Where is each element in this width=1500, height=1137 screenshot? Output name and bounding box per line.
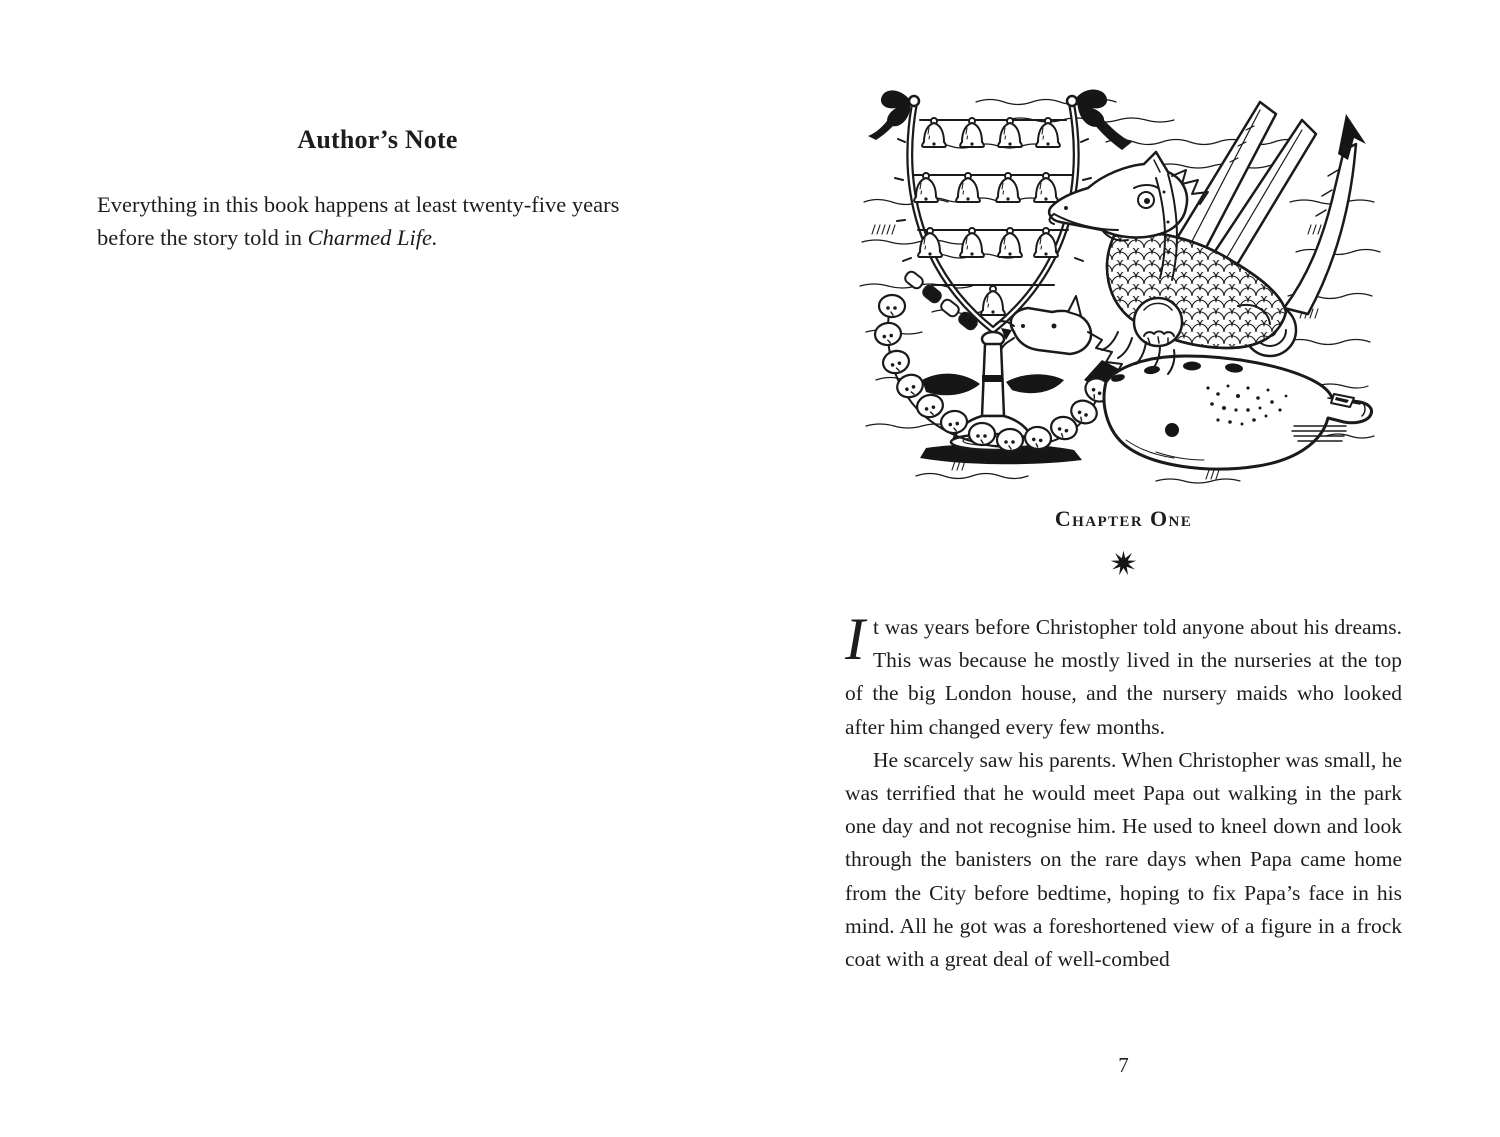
chapter-ornament [845,550,1402,577]
book-title-italic: Charmed Life. [307,225,438,250]
winged-dragon [1049,102,1366,356]
paragraph-1-text: t was years before Christopher told anyone about his dreams. This was because he mostly lived in the nurseries at the top of the big London house, and the nursery maids who looked after him changed every few months. [845,615,1402,739]
authors-note-title: Author’s Note [297,125,458,154]
authors-note-body [97,188,658,254]
page-number: 7 [1118,1053,1129,1077]
chapter-heading: Chapter One [1054,506,1193,531]
paragraph-2: He scarcely saw his parents. When Christopher was small, he was terrified that he would meet Papa out walking in the park one day and not recognise him. He used to kneel down and look through the banisters on the rare days when Papa came home from the City before bedtime, hoping to fix Papa’s face in his mind. All he got was a foreshortened view of a figure in a frock coat with a great deal of well-combed [845,747,1402,972]
authors-note-text: Everything in this book happens at least twenty-five years before the story told in [97,192,620,250]
paragraph-1 [845,606,1402,744]
dropcap: I [845,606,865,672]
ocarina-whistle [1104,356,1372,469]
chapter-illustration [856,80,1390,492]
chapter-body [845,606,1402,976]
star-burst-icon [1110,550,1137,577]
